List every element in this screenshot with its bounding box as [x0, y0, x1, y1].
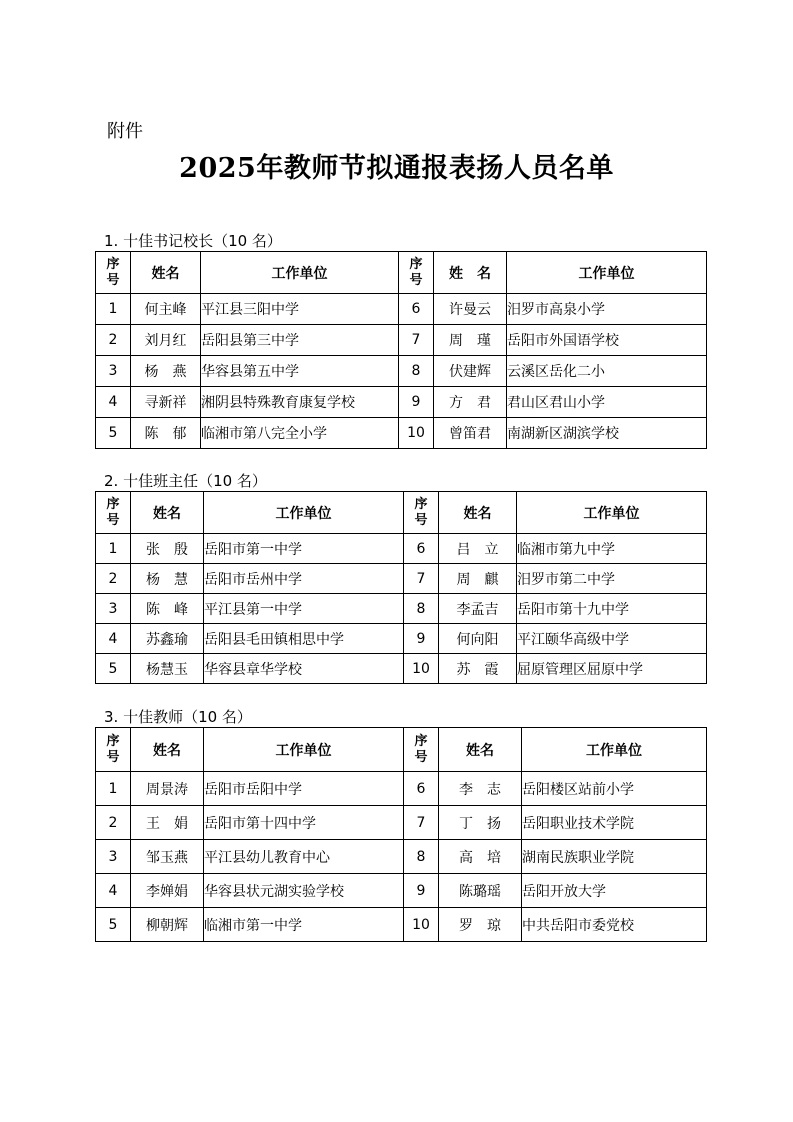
cell-unit: 汨罗市第二中学	[517, 564, 707, 594]
cell-seq: 4	[96, 874, 131, 908]
table-header-row	[96, 492, 707, 534]
cell-seq: 9	[404, 874, 439, 908]
cell-name: 周 瑾	[434, 325, 507, 356]
cell-unit: 岳阳市岳州中学	[204, 564, 404, 594]
table-header-row	[96, 252, 707, 294]
header-seq: 序 号	[96, 252, 131, 294]
header-seq: 序 号	[96, 492, 131, 534]
cell-unit: 平江县第一中学	[204, 594, 404, 624]
cell-unit: 岳阳楼区站前小学	[522, 772, 707, 806]
cell-seq: 6	[404, 772, 439, 806]
cell-seq: 9	[404, 624, 439, 654]
cell-unit: 岳阳市第十四中学	[204, 806, 404, 840]
cell-seq: 8	[399, 356, 434, 387]
cell-seq: 7	[404, 564, 439, 594]
cell-seq: 3	[96, 594, 131, 624]
cell-unit: 岳阳市岳阳中学	[204, 772, 404, 806]
header-unit: 工作单位	[204, 728, 404, 772]
cell-seq: 2	[96, 806, 131, 840]
cell-name: 邹玉燕	[131, 840, 204, 874]
cell-seq: 4	[96, 624, 131, 654]
cell-unit: 南湖新区湖滨学校	[507, 418, 707, 449]
cell-unit: 岳阳开放大学	[522, 874, 707, 908]
cell-name: 许曼云	[434, 294, 507, 325]
cell-name: 吕 立	[439, 534, 517, 564]
cell-unit: 汨罗市高泉小学	[507, 294, 707, 325]
header-seq: 序 号	[404, 728, 439, 772]
cell-unit: 岳阳职业技术学院	[522, 806, 707, 840]
cell-seq: 5	[96, 908, 131, 942]
header-seq: 序 号	[96, 728, 131, 772]
section-heading-principals: 1. 十佳书记校长（10 名）	[104, 232, 282, 250]
cell-seq: 7	[404, 806, 439, 840]
cell-seq: 1	[96, 294, 131, 325]
cell-seq: 10	[404, 908, 439, 942]
cell-unit: 临湘市第八完全小学	[201, 418, 399, 449]
table-row	[96, 294, 707, 325]
cell-unit: 华容县第五中学	[201, 356, 399, 387]
cell-name: 刘月红	[131, 325, 201, 356]
document-title: 2025年教师节拟通报表扬人员名单	[179, 153, 614, 184]
table-row	[96, 418, 707, 449]
cell-seq: 5	[96, 654, 131, 684]
cell-seq: 7	[399, 325, 434, 356]
cell-name: 方 君	[434, 387, 507, 418]
cell-name: 伏建辉	[434, 356, 507, 387]
cell-name: 李 志	[439, 772, 522, 806]
cell-seq: 5	[96, 418, 131, 449]
cell-unit: 华容县章华学校	[204, 654, 404, 684]
cell-name: 何主峰	[131, 294, 201, 325]
cell-unit: 岳阳市第一中学	[204, 534, 404, 564]
cell-name: 张 殷	[131, 534, 204, 564]
header-seq: 序 号	[399, 252, 434, 294]
cell-seq: 2	[96, 325, 131, 356]
cell-unit: 君山区君山小学	[507, 387, 707, 418]
cell-name: 苏 霞	[439, 654, 517, 684]
table-row	[96, 654, 707, 684]
table-principals	[95, 251, 707, 449]
cell-seq: 3	[96, 356, 131, 387]
header-unit: 工作单位	[517, 492, 707, 534]
cell-name: 陈 郁	[131, 418, 201, 449]
cell-name: 柳朝辉	[131, 908, 204, 942]
cell-name: 何向阳	[439, 624, 517, 654]
cell-unit: 湖南民族职业学院	[522, 840, 707, 874]
cell-name: 罗 琼	[439, 908, 522, 942]
header-name: 姓名	[131, 728, 204, 772]
cell-unit: 湘阴县特殊教育康复学校	[201, 387, 399, 418]
header-name: 姓名	[131, 492, 204, 534]
cell-seq: 10	[399, 418, 434, 449]
cell-seq: 8	[404, 840, 439, 874]
cell-unit: 平江颐华高级中学	[517, 624, 707, 654]
table-row	[96, 564, 707, 594]
cell-seq: 9	[399, 387, 434, 418]
cell-name: 苏鑫瑜	[131, 624, 204, 654]
header-seq: 序 号	[404, 492, 439, 534]
cell-unit: 平江县幼儿教育中心	[204, 840, 404, 874]
header-unit: 工作单位	[204, 492, 404, 534]
cell-seq: 10	[404, 654, 439, 684]
cell-unit: 云溪区岳化二小	[507, 356, 707, 387]
section-heading-teachers: 3. 十佳教师（10 名）	[104, 708, 252, 726]
cell-name: 高 培	[439, 840, 522, 874]
cell-name: 杨 燕	[131, 356, 201, 387]
cell-unit: 岳阳市第十九中学	[517, 594, 707, 624]
cell-name: 丁 扬	[439, 806, 522, 840]
cell-name: 李孟吉	[439, 594, 517, 624]
header-name: 姓名	[131, 252, 201, 294]
cell-name: 陈 峰	[131, 594, 204, 624]
table-row	[96, 594, 707, 624]
cell-unit: 岳阳县第三中学	[201, 325, 399, 356]
table-header-row	[96, 728, 707, 772]
cell-seq: 1	[96, 772, 131, 806]
cell-name: 周 麒	[439, 564, 517, 594]
cell-unit: 临湘市第一中学	[204, 908, 404, 942]
table-teachers	[95, 727, 707, 942]
table-row	[96, 325, 707, 356]
cell-seq: 2	[96, 564, 131, 594]
header-unit: 工作单位	[522, 728, 707, 772]
table-row	[96, 874, 707, 908]
header-name: 姓名	[439, 492, 517, 534]
cell-unit: 华容县状元湖实验学校	[204, 874, 404, 908]
cell-unit: 岳阳市外国语学校	[507, 325, 707, 356]
cell-name: 寻新祥	[131, 387, 201, 418]
cell-unit: 平江县三阳中学	[201, 294, 399, 325]
header-name: 姓 名	[434, 252, 507, 294]
header-unit: 工作单位	[201, 252, 399, 294]
cell-seq: 6	[404, 534, 439, 564]
cell-seq: 6	[399, 294, 434, 325]
table-head-teachers	[95, 491, 707, 684]
cell-name: 杨 慧	[131, 564, 204, 594]
cell-seq: 4	[96, 387, 131, 418]
table-row	[96, 772, 707, 806]
header-unit: 工作单位	[507, 252, 707, 294]
cell-name: 曾笛君	[434, 418, 507, 449]
cell-name: 李婵娟	[131, 874, 204, 908]
cell-unit: 中共岳阳市委党校	[522, 908, 707, 942]
table-row	[96, 624, 707, 654]
table-row	[96, 806, 707, 840]
cell-seq: 1	[96, 534, 131, 564]
cell-seq: 8	[404, 594, 439, 624]
cell-name: 周景涛	[131, 772, 204, 806]
cell-unit: 岳阳县毛田镇相思中学	[204, 624, 404, 654]
cell-seq: 3	[96, 840, 131, 874]
table-row	[96, 534, 707, 564]
cell-name: 杨慧玉	[131, 654, 204, 684]
cell-name: 王 娟	[131, 806, 204, 840]
table-row	[96, 356, 707, 387]
section-heading-head-teachers: 2. 十佳班主任（10 名）	[104, 472, 267, 490]
cell-unit: 临湘市第九中学	[517, 534, 707, 564]
attachment-label: 附件	[107, 121, 143, 142]
cell-name: 陈璐瑶	[439, 874, 522, 908]
table-row	[96, 908, 707, 942]
table-row	[96, 840, 707, 874]
table-row	[96, 387, 707, 418]
cell-unit: 屈原管理区屈原中学	[517, 654, 707, 684]
header-name: 姓名	[439, 728, 522, 772]
